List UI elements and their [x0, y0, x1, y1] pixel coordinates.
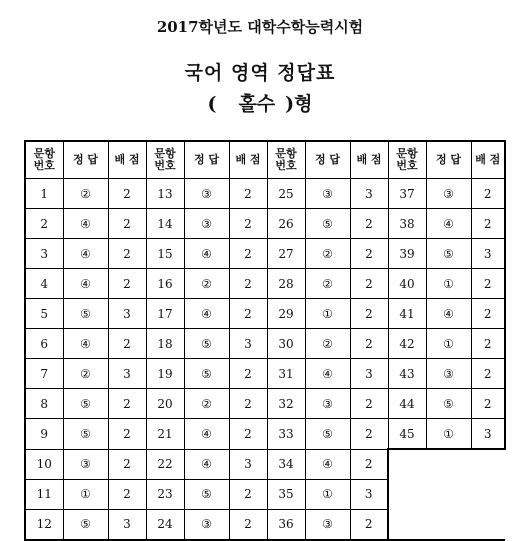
- score-cell: 2: [471, 329, 505, 359]
- score-cell: 3: [350, 479, 388, 509]
- question-number: 42: [388, 329, 426, 359]
- question-number: 30: [267, 329, 305, 359]
- question-number: 12: [25, 509, 63, 540]
- score-cell: 2: [229, 419, 267, 450]
- question-number: 35: [267, 479, 305, 509]
- score-cell: 3: [350, 359, 388, 389]
- score-cell: 2: [229, 299, 267, 329]
- col-header-number: 문항 번호: [146, 141, 184, 179]
- question-number: 2: [25, 209, 63, 239]
- answer-cell: ①: [305, 299, 350, 329]
- score-cell: 2: [471, 359, 505, 389]
- col-header-score: 배 점: [229, 141, 267, 179]
- score-cell: 3: [108, 509, 146, 540]
- question-number: 17: [146, 299, 184, 329]
- answer-cell: ④: [184, 419, 229, 450]
- table-row: [25, 359, 505, 389]
- answer-cell: ⑤: [63, 419, 108, 450]
- score-cell: 2: [108, 389, 146, 419]
- question-number: 11: [25, 479, 63, 509]
- form-type-value: 홀수: [238, 93, 276, 115]
- question-number: 23: [146, 479, 184, 509]
- table-row: [25, 479, 505, 509]
- score-cell: 2: [108, 329, 146, 359]
- score-cell: 3: [350, 179, 388, 209]
- answer-cell: ⑤: [184, 479, 229, 509]
- question-number: 24: [146, 509, 184, 540]
- table-row: [25, 509, 505, 540]
- question-number: 13: [146, 179, 184, 209]
- question-number: 33: [267, 419, 305, 450]
- score-cell: 2: [350, 239, 388, 269]
- question-number: 34: [267, 449, 305, 479]
- col-header-answer: 정 답: [426, 141, 471, 179]
- question-number: 37: [388, 179, 426, 209]
- question-number: 32: [267, 389, 305, 419]
- answer-cell: ④: [426, 299, 471, 329]
- score-cell: 2: [350, 509, 388, 540]
- col-header-score: 배 점: [108, 141, 146, 179]
- answer-cell: ⑤: [63, 299, 108, 329]
- answer-cell: ④: [63, 209, 108, 239]
- table-row: [25, 389, 505, 419]
- question-number: 9: [25, 419, 63, 450]
- question-number: 22: [146, 449, 184, 479]
- question-number: 21: [146, 419, 184, 450]
- question-number: 1: [25, 179, 63, 209]
- score-cell: 2: [471, 389, 505, 419]
- answer-cell: ①: [426, 269, 471, 299]
- question-number: 39: [388, 239, 426, 269]
- answer-cell: ④: [426, 209, 471, 239]
- question-number: 28: [267, 269, 305, 299]
- answer-cell: ③: [305, 179, 350, 209]
- answer-cell: ①: [63, 479, 108, 509]
- answer-key-title: 국어 영역 정답표: [184, 62, 336, 84]
- table-row: [25, 419, 505, 450]
- answer-cell: ②: [305, 329, 350, 359]
- answer-cell: ④: [184, 449, 229, 479]
- score-cell: 2: [350, 449, 388, 479]
- question-number: 5: [25, 299, 63, 329]
- exam-title: 2017학년도 대학수학능력시험: [156, 18, 364, 36]
- empty-cell: [388, 479, 505, 509]
- score-cell: 2: [229, 389, 267, 419]
- question-number: 26: [267, 209, 305, 239]
- question-number: 36: [267, 509, 305, 540]
- answer-cell: ⑤: [184, 359, 229, 389]
- table-row: [25, 329, 505, 359]
- score-cell: 2: [229, 479, 267, 509]
- score-cell: 2: [229, 269, 267, 299]
- question-number: 14: [146, 209, 184, 239]
- question-number: 38: [388, 209, 426, 239]
- question-number: 4: [25, 269, 63, 299]
- question-number: 29: [267, 299, 305, 329]
- answer-cell: ③: [426, 179, 471, 209]
- answer-cell: ②: [63, 359, 108, 389]
- col-header-number: 문항 번호: [388, 141, 426, 179]
- col-header-answer: 정 답: [305, 141, 350, 179]
- question-number: 15: [146, 239, 184, 269]
- question-number: 20: [146, 389, 184, 419]
- empty-cell: [388, 449, 505, 479]
- question-number: 19: [146, 359, 184, 389]
- score-cell: 2: [108, 239, 146, 269]
- score-cell: 3: [108, 299, 146, 329]
- question-number: 10: [25, 449, 63, 479]
- question-number: 7: [25, 359, 63, 389]
- answer-cell: ⑤: [305, 209, 350, 239]
- question-number: 27: [267, 239, 305, 269]
- answer-cell: ⑤: [426, 239, 471, 269]
- score-cell: 2: [471, 209, 505, 239]
- question-number: 18: [146, 329, 184, 359]
- form-type-line: [0, 89, 520, 116]
- answer-cell: ⑤: [426, 389, 471, 419]
- answer-cell: ④: [305, 359, 350, 389]
- table-row: [25, 449, 505, 479]
- col-header-number: 문항 번호: [267, 141, 305, 179]
- answer-cell: ⑤: [63, 509, 108, 540]
- question-number: 45: [388, 419, 426, 450]
- answer-cell: ②: [305, 239, 350, 269]
- answer-cell: ⑤: [305, 419, 350, 450]
- score-cell: 2: [229, 179, 267, 209]
- score-cell: 2: [108, 209, 146, 239]
- answer-cell: ③: [305, 509, 350, 540]
- answer-cell: ④: [63, 239, 108, 269]
- score-cell: 2: [229, 239, 267, 269]
- table-row: [25, 239, 505, 269]
- score-cell: 3: [471, 419, 505, 450]
- score-cell: 2: [350, 269, 388, 299]
- question-number: 6: [25, 329, 63, 359]
- score-cell: 2: [471, 179, 505, 209]
- question-number: 25: [267, 179, 305, 209]
- answer-cell: ①: [426, 329, 471, 359]
- answer-cell: ④: [63, 329, 108, 359]
- answer-cell: ②: [184, 389, 229, 419]
- score-cell: 2: [108, 269, 146, 299]
- col-header-score: 배 점: [350, 141, 388, 179]
- score-cell: 2: [108, 479, 146, 509]
- score-cell: 2: [229, 359, 267, 389]
- table-row: [25, 209, 505, 239]
- question-number: 16: [146, 269, 184, 299]
- score-cell: 2: [229, 209, 267, 239]
- question-number: 41: [388, 299, 426, 329]
- col-header-score: 배 점: [471, 141, 505, 179]
- answer-cell: ③: [426, 359, 471, 389]
- score-cell: 2: [350, 299, 388, 329]
- question-number: 3: [25, 239, 63, 269]
- answer-key-table: [24, 140, 506, 541]
- form-type-open: (: [207, 93, 217, 115]
- empty-cell: [388, 509, 505, 540]
- question-number: 43: [388, 359, 426, 389]
- score-cell: 2: [350, 419, 388, 450]
- question-number: 40: [388, 269, 426, 299]
- answer-cell: ④: [184, 239, 229, 269]
- answer-cell: ③: [305, 389, 350, 419]
- answer-cell: ②: [305, 269, 350, 299]
- table-row: [25, 299, 505, 329]
- col-header-answer: 정 답: [63, 141, 108, 179]
- question-number: 8: [25, 389, 63, 419]
- score-cell: 2: [229, 509, 267, 540]
- answer-cell: ⑤: [184, 329, 229, 359]
- answer-cell: ③: [184, 179, 229, 209]
- score-cell: 2: [108, 449, 146, 479]
- score-cell: 2: [471, 269, 505, 299]
- table-row: [25, 179, 505, 209]
- answer-cell: ②: [184, 269, 229, 299]
- answer-cell: ③: [184, 209, 229, 239]
- answer-cell: ④: [63, 269, 108, 299]
- answer-cell: ③: [63, 449, 108, 479]
- answer-cell: ⑤: [63, 389, 108, 419]
- answer-cell: ④: [184, 299, 229, 329]
- score-cell: 3: [229, 329, 267, 359]
- table-row: [25, 269, 505, 299]
- answer-cell: ①: [305, 479, 350, 509]
- answer-cell: ④: [305, 449, 350, 479]
- col-header-answer: 정 답: [184, 141, 229, 179]
- question-number: 31: [267, 359, 305, 389]
- col-header-number: 문항 번호: [25, 141, 63, 179]
- answer-cell: ②: [63, 179, 108, 209]
- score-cell: 2: [471, 299, 505, 329]
- score-cell: 2: [108, 419, 146, 450]
- score-cell: 3: [108, 359, 146, 389]
- question-number: 44: [388, 389, 426, 419]
- answer-cell: ①: [426, 419, 471, 450]
- score-cell: 2: [350, 329, 388, 359]
- score-cell: 2: [350, 389, 388, 419]
- score-cell: 2: [350, 209, 388, 239]
- score-cell: 2: [108, 179, 146, 209]
- score-cell: 3: [471, 239, 505, 269]
- form-type-close: )형: [285, 93, 313, 115]
- answer-cell: ③: [184, 509, 229, 540]
- header-row: [25, 141, 505, 179]
- score-cell: 3: [229, 449, 267, 479]
